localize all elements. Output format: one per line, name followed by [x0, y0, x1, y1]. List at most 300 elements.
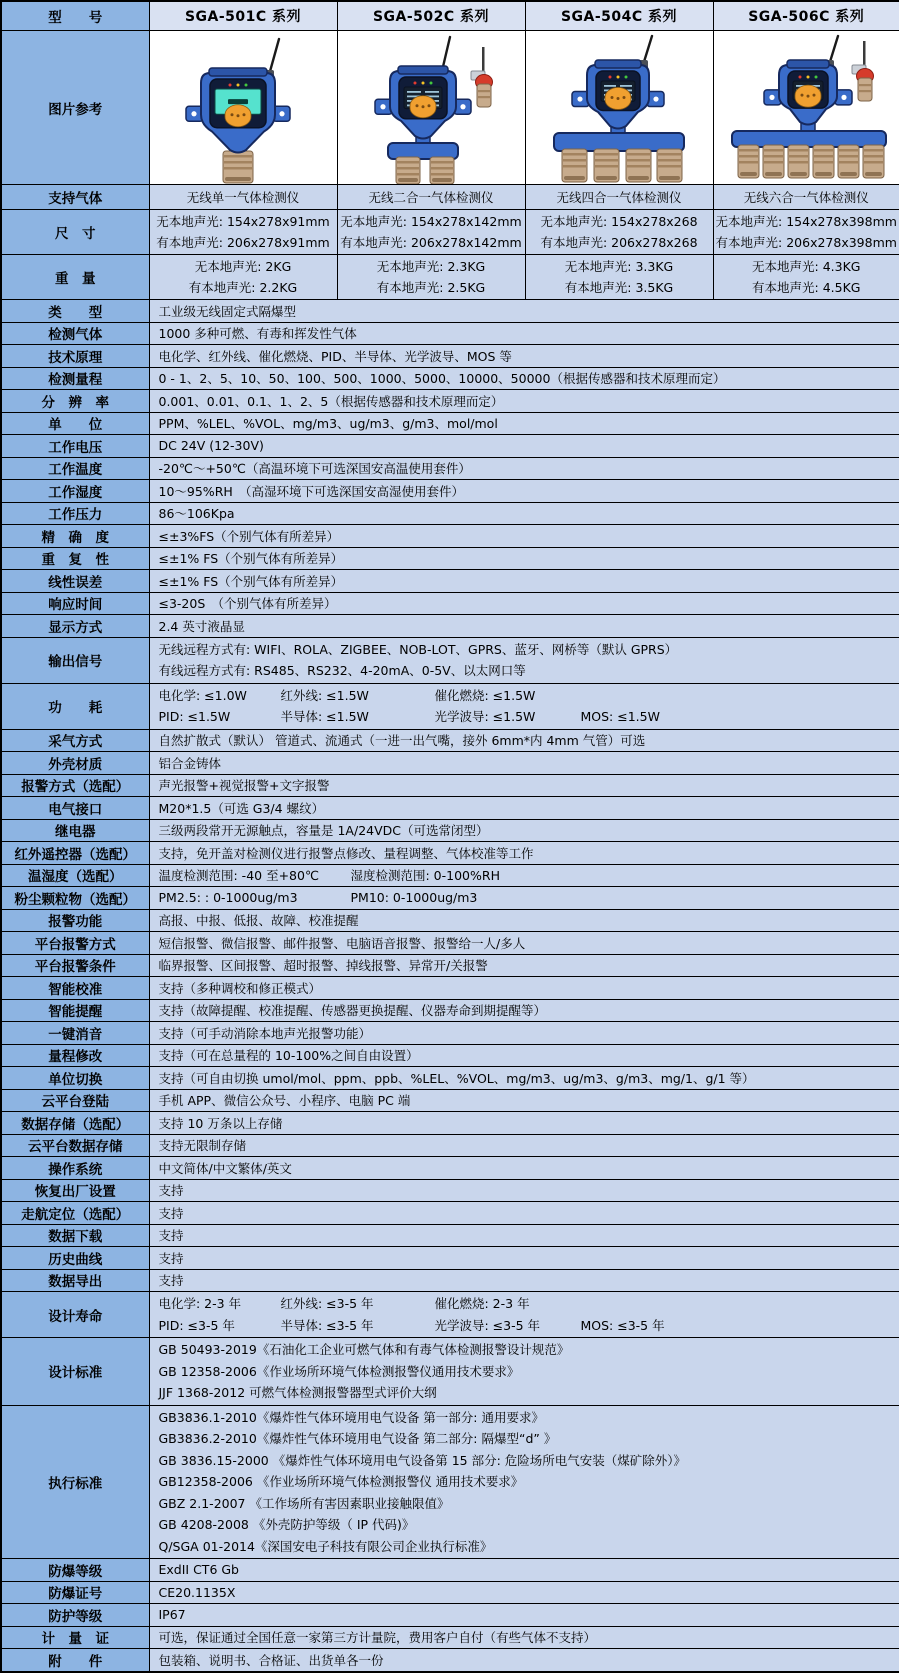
- spec-row: [1, 887, 899, 910]
- spec-row-value: 半导体: ≤1.5W: [281, 706, 435, 728]
- spec-row-value: GB3836.1-2010《爆炸性气体环境用电气设备 第一部分: 通用要求》: [159, 1410, 544, 1425]
- spec-row-label: 走航定位（选配）: [21, 1207, 129, 1223]
- spec-value-line: [159, 1293, 896, 1315]
- spec-row-label-cell: [1, 1179, 149, 1202]
- spec-row-value-cell: [149, 1405, 899, 1559]
- spec-row-label: 采气方式: [48, 734, 102, 750]
- spec-row-label: 分 辨 率: [42, 395, 110, 411]
- spec-row-value: -20℃～+50℃（高温环境下可选深国安高温使用套件）: [159, 461, 471, 476]
- spec-row: [1, 1112, 899, 1135]
- spec-row-label-cell: [1, 570, 149, 593]
- spec-row-label: 外壳材质: [48, 757, 102, 773]
- spec-row-label: 平台报警条件: [35, 959, 116, 975]
- spec-row-label: 防爆证号: [48, 1586, 102, 1602]
- spec-row-label-cell: [1, 1247, 149, 1270]
- spec-row-value-cell: [149, 367, 899, 390]
- spec-row-value-cell: [337, 210, 525, 255]
- detector-top-cap: [595, 60, 641, 68]
- spec-value-line: [340, 232, 523, 253]
- spec-row-value-cell: [149, 797, 899, 820]
- spec-row-value-cell: [149, 887, 899, 910]
- spec-row: [1, 31, 899, 185]
- spec-row-value: DC 24V (12-30V): [159, 438, 264, 453]
- spec-row: [1, 1604, 899, 1627]
- spec-row: [1, 1022, 899, 1045]
- spec-row-value: CE20.1135X: [159, 1585, 236, 1600]
- spec-row-label-cell: [1, 210, 149, 255]
- spec-row: [1, 255, 899, 300]
- spec-row-value-cell: [149, 1292, 899, 1338]
- spec-row-value-cell: [149, 999, 899, 1022]
- spec-row-label: 单 位: [48, 417, 102, 433]
- spec-row-value-cell: [337, 185, 525, 210]
- spec-value-line: [528, 277, 711, 298]
- model-name-cell: [337, 1, 525, 31]
- brass-sensor-head-icon: [626, 149, 651, 182]
- spec-row-label: 附 件: [48, 1654, 102, 1670]
- spec-row-value: 0 - 1、2、5、10、50、100、500、1000、5000、10000、50000（根据传感器和技术原理而定）: [159, 371, 726, 386]
- spec-row-label-cell: [1, 1649, 149, 1672]
- brass-sensor-head-icon: [223, 151, 253, 183]
- spec-row-value: 2.4 英寸液晶显: [159, 619, 245, 634]
- spec-row-value-cell: [149, 1044, 899, 1067]
- spec-row-value: 无本地声光: 154x278x398mm: [716, 214, 897, 229]
- spec-row-value-cell: [149, 210, 337, 255]
- spec-row-label-cell: [1, 1134, 149, 1157]
- spec-row-label-cell: [1, 954, 149, 977]
- spec-row-label-cell: [1, 390, 149, 413]
- spec-row: [1, 1202, 899, 1225]
- spec-row-label-cell: [1, 1044, 149, 1067]
- spec-row-label: 工作湿度: [48, 485, 102, 501]
- spec-value-line: [152, 277, 335, 298]
- spec-row-value-cell: [149, 1581, 899, 1604]
- spec-row: [1, 637, 899, 683]
- detector-top-cap: [209, 68, 267, 76]
- spec-row-label: 继电器: [55, 824, 96, 840]
- spec-row-label: 工作电压: [48, 440, 102, 456]
- product-photo-cell: [713, 31, 899, 185]
- spec-row-value-cell: [149, 570, 899, 593]
- spec-row-value-cell: [337, 255, 525, 300]
- spec-row-value: 三级两段常开无源触点，容量是 1A/24VDC（可选常闭型）: [159, 823, 489, 838]
- spec-row-value-cell: [149, 774, 899, 797]
- spec-row-label: 设计寿命: [48, 1309, 102, 1325]
- spec-row: [1, 592, 899, 615]
- spec-row: [1, 999, 899, 1022]
- spec-row-label: 云平台登陆: [42, 1094, 110, 1110]
- spec-row-value: 10～95%RH （高湿环境下可选深国安高湿使用套件）: [159, 484, 465, 499]
- spec-row-label-cell: [1, 300, 149, 323]
- spec-row-value-cell: [525, 185, 713, 210]
- model-name: SGA-502C 系列: [373, 9, 489, 25]
- spec-row-value: PPM、%LEL、%VOL、mg/m3、ug/m3、g/m3、mol/mol: [159, 416, 498, 431]
- spec-row-label: 工作压力: [48, 507, 102, 523]
- spec-row-label: 检测量程: [48, 372, 102, 388]
- spec-row-value: PID: ≤1.5W: [159, 706, 281, 728]
- spec-row-label-cell: [1, 1405, 149, 1559]
- spec-row-value: MOS: ≤3-5 年: [581, 1318, 665, 1333]
- spec-value-line: [159, 1339, 896, 1361]
- spec-row-value-cell: [149, 729, 899, 752]
- spec-row-label: 数据导出: [48, 1274, 102, 1290]
- spec-row-value: GB 3836.15-2000 《爆炸性气体环境用电气设备第 15 部分: 危险场所电气安装（煤矿除外）》: [159, 1453, 687, 1468]
- spec-row-value: IP67: [159, 1607, 186, 1622]
- spec-row: [1, 502, 899, 525]
- spec-row-value: 0.001、0.01、0.1、1、2、5（根据传感器和技术原理而定）: [159, 394, 504, 409]
- spec-row-label: 设计标准: [48, 1365, 102, 1381]
- sga-506c-six-detector-photo: [714, 31, 899, 184]
- spec-row-value: 支持（故障提醒、校准提醒、传感器更换提醒、仪器寿命到期提醒等）: [159, 1003, 547, 1018]
- spec-row-value: 铝合金铸体: [159, 756, 222, 771]
- spec-row-value: GB 12358-2006《作业场所环境气体检测报警仪通用技术要求》: [159, 1364, 520, 1379]
- spec-value-line: [159, 1382, 896, 1404]
- spec-row-value: 催化燃烧: 2-3 年: [435, 1293, 581, 1315]
- spec-value-line: [340, 211, 523, 232]
- spec-row-label-cell: [1, 1112, 149, 1135]
- spec-row-value: 支持（可在总量程的 10-100%之间自由设置）: [159, 1048, 419, 1063]
- spec-row-value: 电化学: 2-3 年: [159, 1293, 281, 1315]
- spec-row-label-cell: [1, 1269, 149, 1292]
- spec-row-label: 一键消音: [48, 1027, 102, 1043]
- spec-row-label: 操作系统: [48, 1162, 102, 1178]
- red-alarm-beacon-icon: [852, 41, 874, 101]
- spec-row: [1, 683, 899, 729]
- spec-row-value: Q/SGA 01-2014《深国安电子科技有限公司企业执行标准》: [159, 1539, 493, 1554]
- spec-row-value-cell: [149, 615, 899, 638]
- spec-row-value-cell: [149, 1224, 899, 1247]
- spec-row-label-cell: [1, 255, 149, 300]
- spec-row-value: 无线单一气体检测仪: [187, 190, 300, 205]
- spec-row-value: 短信报警、微信报警、邮件报警、电脑语音报警、报警给一人/多人: [159, 936, 526, 951]
- spec-row-label-cell: [1, 797, 149, 820]
- spec-row-value-cell: [149, 435, 899, 458]
- spec-row-value-cell: [149, 1247, 899, 1270]
- spec-row-label: 智能校准: [48, 982, 102, 998]
- spec-row-label-cell: [1, 1559, 149, 1582]
- spec-row-label: 云平台数据存储: [28, 1139, 123, 1155]
- spec-row-value: 无线远程方式有: WIFI、ROLA、ZIGBEE、NOB-LOT、GPRS、蓝牙、网桥等（默认 GPRS）: [159, 642, 678, 657]
- spec-row-value: 可选，保证通过全国任意一家第三方计量院，费用客户自付（有些气体不支持）: [159, 1630, 597, 1645]
- spec-row-value: 无线四合一气体检测仪: [556, 190, 681, 205]
- spec-row-label: 粉尘颗粒物（选配）: [15, 892, 137, 908]
- product-photo-cell: [525, 31, 713, 185]
- spec-row-label-cell: [1, 683, 149, 729]
- spec-row-value: 支持: [159, 1228, 184, 1243]
- red-alarm-beacon-icon: [471, 47, 493, 107]
- detector-top-cap: [398, 66, 448, 74]
- spec-value-line: [159, 1428, 896, 1450]
- spec-row-value: 无本地声光: 154x278x268: [540, 214, 697, 229]
- spec-row-label: 数据下载: [48, 1229, 102, 1245]
- spec-row-value-cell: [149, 1022, 899, 1045]
- spec-row-value-cell: [149, 1604, 899, 1627]
- spec-row: [1, 864, 899, 887]
- spec-row-value: 1000 多种可燃、有毒和挥发性气体: [159, 326, 357, 341]
- spec-value-line: [152, 232, 335, 253]
- spec-row-value: 有本地声光: 206x278x398mm: [716, 235, 897, 250]
- spec-row-value-cell: [713, 185, 899, 210]
- spec-value-line: [159, 1407, 896, 1429]
- spec-row-value: 包装箱、说明书、合格证、出货单各一份: [159, 1653, 384, 1668]
- spec-row-label: 图片参考: [48, 102, 102, 118]
- spec-value-line: [159, 1493, 896, 1515]
- spec-row-value-cell: [149, 547, 899, 570]
- spec-row-label-cell: [1, 457, 149, 480]
- spec-row-label-cell: [1, 525, 149, 548]
- spec-row-label: 执行标准: [48, 1476, 102, 1492]
- spec-row-label-cell: [1, 367, 149, 390]
- spec-row-value: 工业级无线固定式隔爆型: [159, 304, 297, 319]
- detector-top-cap: [787, 60, 829, 68]
- spec-row-value: M20*1.5（可选 G3/4 螺纹）: [159, 801, 325, 816]
- spec-row: [1, 1292, 899, 1338]
- spec-row: [1, 1179, 899, 1202]
- spec-row-label: 重 复 性: [42, 552, 110, 568]
- spec-row-value: ≤±3%FS（个别气体有所差异）: [159, 529, 340, 544]
- spec-row-value-cell: [149, 345, 899, 368]
- spec-row-label: 防护等级: [48, 1609, 102, 1625]
- spec-row-label: 数据存储（选配）: [21, 1117, 129, 1133]
- spec-row-label-cell: [1, 1157, 149, 1180]
- spec-row-value: 温度检测范围: -40 至+80℃: [159, 866, 351, 884]
- spec-row-value: 有本地声光: 206x278x142mm: [340, 235, 521, 250]
- spec-row-value: 红外线: ≤1.5W: [281, 685, 435, 707]
- brass-sensor-head-icon: [813, 145, 834, 178]
- brass-sensor-head-icon: [738, 145, 759, 178]
- spec-row-value: 支持: [159, 1206, 184, 1221]
- spec-row-label: 型 号: [48, 10, 102, 26]
- spec-value-line: [340, 256, 523, 277]
- spec-row: [1, 1649, 899, 1672]
- spec-row-value-cell: [149, 412, 899, 435]
- spec-row: [1, 390, 899, 413]
- spec-row: [1, 185, 899, 210]
- spec-row-label-cell: [1, 480, 149, 503]
- spec-row: [1, 1247, 899, 1270]
- spec-row-value-cell: [149, 1157, 899, 1180]
- spec-row-value: 支持（多种调校和修正模式）: [159, 981, 322, 996]
- spec-row: [1, 1405, 899, 1559]
- spec-row: [1, 210, 899, 255]
- spec-row-value: GB3836.2-2010《爆炸性气体环境用电气设备 第二部分: 隔爆型“d” 》: [159, 1431, 557, 1446]
- spec-row-label-cell: [1, 547, 149, 570]
- spec-row-label-cell: [1, 1581, 149, 1604]
- spec-row-value: ExdII CT6 Gb: [159, 1562, 240, 1577]
- spec-row-value-cell: [149, 752, 899, 775]
- spec-row-value: 无本地声光: 2.3KG: [377, 259, 485, 274]
- model-name-cell: [149, 1, 337, 31]
- spec-value-line: [716, 256, 898, 277]
- spec-row-label-cell: [1, 185, 149, 210]
- spec-row-value-cell: [149, 255, 337, 300]
- spec-row-label: 温湿度（选配）: [28, 869, 123, 885]
- spec-row-value-cell: [149, 864, 899, 887]
- spec-row-value: 无本地声光: 154x278x91mm: [156, 214, 329, 229]
- spec-row-value-cell: [149, 390, 899, 413]
- spec-value-line: [159, 685, 896, 707]
- spec-row-value-cell: [149, 525, 899, 548]
- spec-row-value: 无线六合一气体检测仪: [744, 190, 869, 205]
- spec-row-value-cell: [149, 1134, 899, 1157]
- spec-row-value-cell: [525, 210, 713, 255]
- spec-row-value: ≤±1% FS（个别气体有所差异）: [159, 551, 344, 566]
- spec-row-value-cell: [713, 255, 899, 300]
- spec-row-value: 高报、中报、低报、故障、校准提醒: [159, 913, 359, 928]
- spec-row-label-cell: [1, 752, 149, 775]
- spec-value-line: [159, 706, 896, 728]
- spec-row-value-cell: [149, 480, 899, 503]
- spec-value-line: [152, 211, 335, 232]
- spec-row-value-cell: [149, 842, 899, 865]
- spec-row-value: 有本地声光: 2.2KG: [189, 280, 297, 295]
- spec-row-label: 报警功能: [48, 914, 102, 930]
- spec-row-value: 临界报警、区间报警、超时报警、掉线报警、异常开/关报警: [159, 958, 488, 973]
- spec-row-value: 无本地声光: 2KG: [195, 259, 292, 274]
- spec-value-line: [159, 660, 896, 682]
- spec-row: [1, 1157, 899, 1180]
- spec-row-label-cell: [1, 887, 149, 910]
- spec-row-label: 历史曲线: [48, 1252, 102, 1268]
- spec-row-value: MOS: ≤1.5W: [581, 709, 660, 724]
- spec-row-value-cell: [149, 1202, 899, 1225]
- spec-row: [1, 615, 899, 638]
- spec-row-value-cell: [149, 322, 899, 345]
- brass-sensor-head-icon: [594, 149, 619, 182]
- spec-row-label: 支持气体: [48, 191, 102, 207]
- spec-row-value: 无本地声光: 4.3KG: [752, 259, 860, 274]
- spec-row-value: 无本地声光: 154x278x142mm: [340, 214, 521, 229]
- spec-row-value-cell: [149, 1626, 899, 1649]
- spec-row-label: 尺 寸: [55, 226, 96, 242]
- sga-504c-quad-detector-photo: [526, 31, 712, 184]
- spec-row-label-cell: [1, 729, 149, 752]
- spec-row: [1, 752, 899, 775]
- spec-row-label-cell: [1, 592, 149, 615]
- spec-row-value: GB 4208-2008 《外壳防护等级（ IP 代码)》: [159, 1517, 415, 1532]
- spec-row-label-cell: [1, 864, 149, 887]
- spec-row-label-cell: [1, 1224, 149, 1247]
- brass-sensor-head-icon: [562, 149, 587, 182]
- spec-row: [1, 1134, 899, 1157]
- spec-row: [1, 525, 899, 548]
- spec-row: [1, 1089, 899, 1112]
- spec-row-value: 支持（可手动消除本地声光报警功能）: [159, 1026, 372, 1041]
- spec-table-body: [1, 1, 899, 1672]
- spec-row: [1, 547, 899, 570]
- spec-row: [1, 932, 899, 955]
- spec-row: [1, 774, 899, 797]
- spec-row-value-cell: [149, 502, 899, 525]
- spec-row-value: 有本地声光: 4.5KG: [752, 280, 860, 295]
- spec-row-value: GB12358-2006 《作业场所环境气体检测报警仪 通用技术要求》: [159, 1474, 524, 1489]
- spec-row-label: 功 耗: [48, 700, 102, 716]
- spec-row-value: 有本地声光: 206x278x268: [540, 235, 697, 250]
- brass-sensor-head-icon: [863, 145, 884, 178]
- spec-row-value: PM2.5: : 0-1000ug/m3: [159, 890, 351, 905]
- spec-row-value: 支持 10 万条以上存储: [159, 1116, 283, 1131]
- spec-row: [1, 457, 899, 480]
- spec-value-line: [528, 256, 711, 277]
- brass-sensor-head-icon: [838, 145, 859, 178]
- spec-row: [1, 1044, 899, 1067]
- spec-row-value: JJF 1368-2012 可燃气体检测报警器型式评价大纲: [159, 1385, 437, 1400]
- spec-row: [1, 1581, 899, 1604]
- spec-row-value: 有本地声光: 3.5KG: [565, 280, 673, 295]
- spec-row-label: 类 型: [48, 305, 102, 321]
- spec-row-value: 支持（可自由切换 umol/mol、ppm、ppb、%LEL、%VOL、mg/m3、ug/m3、g/m3、mg/1、g/1 等）: [159, 1071, 755, 1086]
- spec-row-value-cell: [149, 954, 899, 977]
- spec-row: [1, 412, 899, 435]
- spec-row-label: 显示方式: [48, 620, 102, 636]
- spec-value-line: [159, 639, 896, 661]
- brass-sensor-head-icon: [396, 157, 420, 184]
- spec-row: [1, 1067, 899, 1090]
- product-photo-cell: [149, 31, 337, 185]
- spec-row-label-cell: [1, 1292, 149, 1338]
- spec-row-value-cell: [149, 300, 899, 323]
- spec-row-value: GBZ 2.1-2007 《工作场所有害因素职业接触限值》: [159, 1496, 450, 1511]
- spec-row-value-cell: [149, 592, 899, 615]
- spec-row: [1, 570, 899, 593]
- spec-row-label: 防爆等级: [48, 1564, 102, 1580]
- spec-row-value: 半导体: ≤3-5 年: [281, 1315, 435, 1337]
- spec-row-value: 无本地声光: 3.3KG: [565, 259, 673, 274]
- spec-row-value: 支持无限制存储: [159, 1138, 247, 1153]
- spec-row-label-cell: [1, 615, 149, 638]
- spec-value-line: [159, 1514, 896, 1536]
- spec-row: [1, 1269, 899, 1292]
- spec-row: [1, 480, 899, 503]
- spec-row-label: 计 量 证: [42, 1631, 110, 1647]
- spec-row-label-cell: [1, 842, 149, 865]
- spec-row-value: 支持: [159, 1183, 184, 1198]
- spec-row-value: 有本地声光: 206x278x91mm: [156, 235, 329, 250]
- spec-row-value-cell: [149, 185, 337, 210]
- spec-row-label-cell: [1, 502, 149, 525]
- sga-501c-single-detector-photo: [150, 31, 336, 184]
- spec-row: [1, 300, 899, 323]
- spec-value-line: [716, 232, 898, 253]
- spec-row-label: 智能提醒: [48, 1004, 102, 1020]
- spec-value-line: [528, 232, 711, 253]
- spec-row-label-cell: [1, 322, 149, 345]
- spec-row-value: ≤3-20S （个别气体有所差异）: [159, 596, 337, 611]
- spec-row-label-cell: [1, 31, 149, 185]
- spec-row-label: 红外遥控器（选配）: [15, 847, 137, 863]
- spec-row-value-cell: [149, 1269, 899, 1292]
- spec-row-label-cell: [1, 999, 149, 1022]
- spec-row: [1, 1626, 899, 1649]
- spec-row-label-cell: [1, 1604, 149, 1627]
- spec-row-label-cell: [1, 932, 149, 955]
- spec-row-label: 单位切换: [48, 1072, 102, 1088]
- spec-row-value: PID: ≤3-5 年: [159, 1315, 281, 1337]
- spec-row-label: 工作温度: [48, 462, 102, 478]
- spec-row-value: 自然扩散式（默认） 管道式、流通式（一进一出气嘴，接外 6mm*内 4mm 气管）可选: [159, 733, 646, 748]
- spec-row-label: 重 量: [55, 271, 96, 287]
- sga-502c-dual-detector-photo: [338, 31, 524, 184]
- spec-row: [1, 367, 899, 390]
- spec-row-value: 光学波导: ≤1.5W: [435, 706, 581, 728]
- spec-row-label: 平台报警方式: [35, 937, 116, 953]
- spec-row-value-cell: [149, 1089, 899, 1112]
- spec-row-value-cell: [713, 210, 899, 255]
- spec-row-value: 支持，免开盖对检测仪进行报警点修改、量程调整、气体校准等工作: [159, 846, 534, 861]
- spec-row-value-cell: [149, 683, 899, 729]
- spec-row-value-cell: [149, 932, 899, 955]
- model-name-cell: [713, 1, 899, 31]
